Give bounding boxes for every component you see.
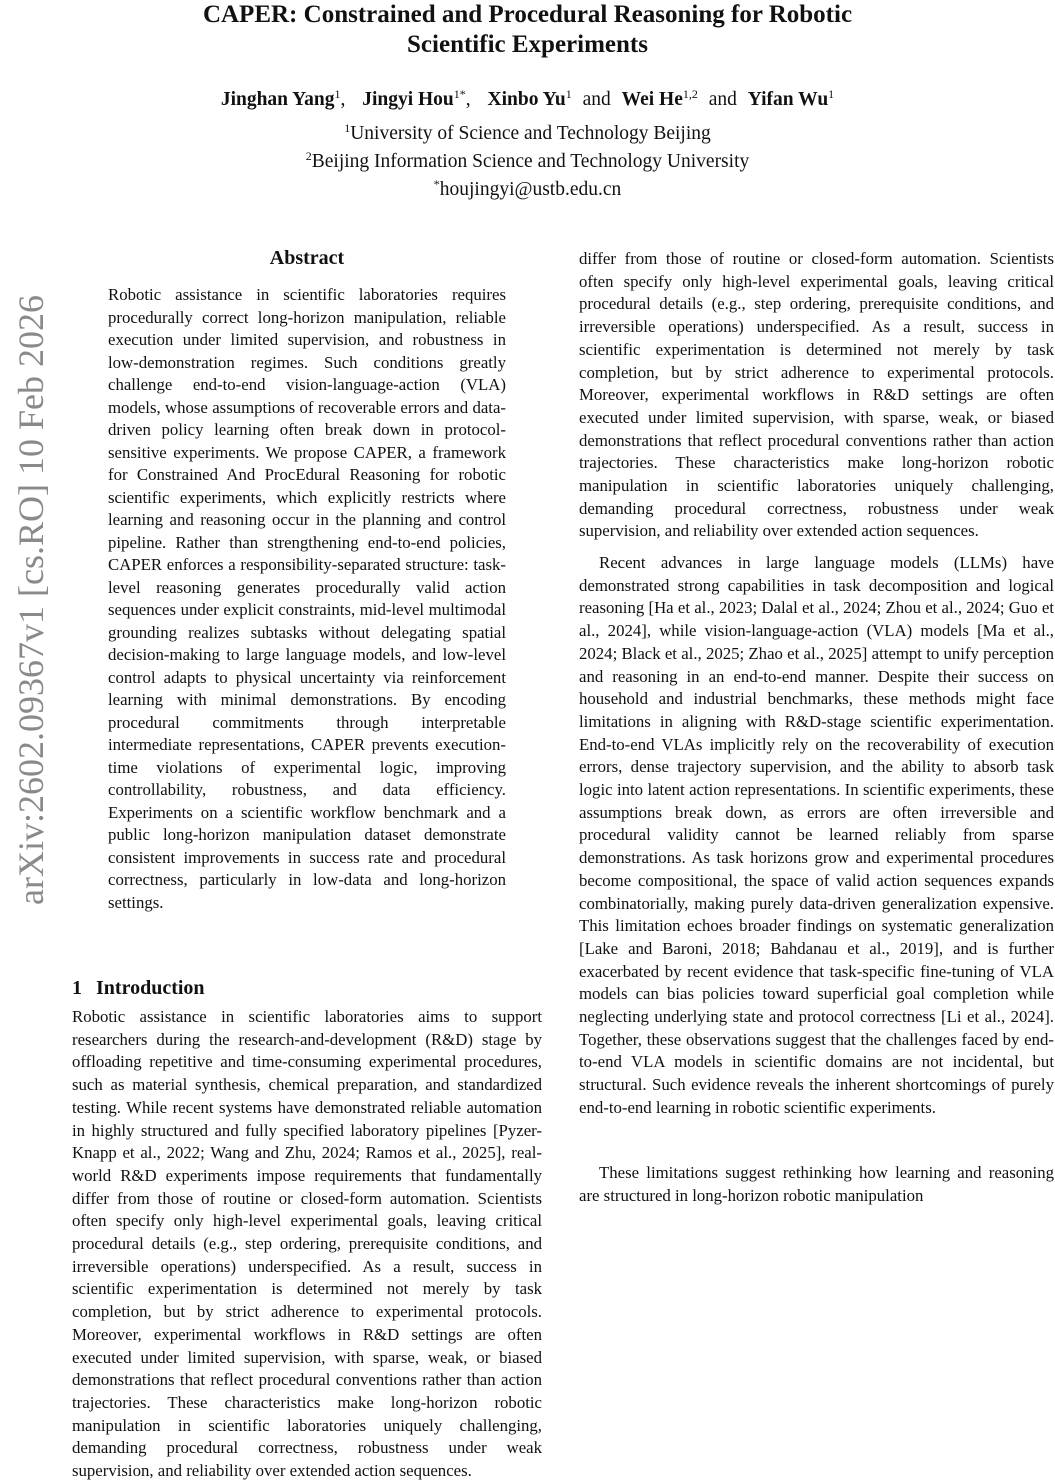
author-affiliation-mark: 1,2 [682,87,698,101]
author-affiliation-mark: 1 [828,87,835,101]
intro-paragraph-3-text: These limitations suggest rethinking how learning and reasoning are structured in long-horizon robotic manipulation [579,1163,1054,1205]
intro-paragraph-2: Recent advances in large language models (LLMs) have demonstrated strong capabilities in task decomposition and logical reasoning [Ha et al., 2023; Dalal et al., 2024; Zhou et al., 2024; Guo et al., 2024], while vision-language-action (VLA) models [Ma et al., 2024; Black et al., 2025; Zhao et al., 2025] attempt to unify perception and reasoning in an end-to-end manner. Despite their success on household and industrial benchmarks, these methods might face limitations in aligning with R&D-stage scientific experimentation. End-to-end VLAs implicitly rely on the recoverability of execution errors, dense trajectory supervision, and the ability to absorb task logic into latent action representations. In scientific experiments, these assumptions break down, as errors are often irreversible and procedural validity cannot be learned reliably from sparse demonstrations. As task horizons grow and experimental procedures become compositional, the space of valid action sequences expands combinatorially, making purely data-driven generalization expensive. This limitation echoes broader findings on systematic generalization [Lake and Baroni, 2018; Bahdanau et al., 2019], and is further exacerbated by recent evidence that task-specific fine-tuning of VLA models can bias policies toward superficial goal completion while neglecting underlying state and protocol correctness [Li et al., 2024]. Together, these observations suggest that the challenges faced by end-to-end VLA models in scientific domains are not incidental, but structural. Such evidence reveals the inherent shortcomings of purely end-to-end learning in robotic scientific experiments. [579,553,1054,1117]
author-name: Jingyi Hou [362,89,454,110]
author-separator: , [340,89,346,110]
author-name: Jinghan Yang [220,89,335,110]
abstract-text: Robotic assistance in scientific laboratories requires procedurally correct long-horizon manipulation, reliable execution under limited supervision, and robustness in low-demonstration regimes. Such conditions greatly challenge end-to-end vision-language-action (VLA) models, whose assumptions of recoverable errors and data-driven policy learning often break down in protocol-sensitive experiments. We propose CAPER, a framework for Constrained And ProcEdural Reasoning for robotic scientific experiments, which explicitly restricts where learning and reasoning occur in the planning and control pipeline. Rather than strengthening end-to-end policies, CAPER enforces a responsibility-separated structure: task-level reasoning generates procedurally valid action sequences under explicit constraints, mid-level multimodal grounding realizes subtasks without delegating spatial decision-making to large language models, and low-level control adapts to physical uncertainty via reinforcement learning with minimal demonstrations. By encoding procedural commitments through interpretable intermediate representations, CAPER prevents execution-time violations of experimental logic, improving controllability, robustness, and data efficiency. Experiments on a scientific workflow benchmark and a public long-horizon manipulation dataset demonstrate consistent improvements in success rate and procedural correctness, particularly in low-data and long-horizon settings. [108,285,506,912]
author-name: Yifan Wu [747,89,829,110]
intro-paragraph-1-left [72,1006,542,1481]
section-number: 1 [72,977,82,999]
contact-email [0,176,1055,204]
author-and: and [582,89,611,110]
affiliation-mark: 1 [344,121,351,135]
intro-paragraph-1: Robotic assistance in scientific laboratories aims to support researchers during the research-and-development (R&D) stage by offloading repetitive and time-consuming experimental procedures, such as material synthesis, chemical preparation, and standardized testing. While recent systems have demonstrated reliable automation in highly structured and fully specified laboratory pipelines [Pyzer-Knapp et al., 2022; Wang and Zhu, 2024; Ramos et al., 2025], real-world R&D experiments impose requirements that fundamentally differ from those of routine or closed-form automation. Scientists often specify only high-level experimental goals, leaving critical procedural details (e.g., step ordering, prerequisite conditions, and irreversible operations) underspecified. As a result, success in scientific experimentation is determined not merely by task completion, but by strict adherence to experimental protocols. Moreover, experimental workflows in R&D settings are often executed under limited supervision, with sparse, weak, or biased demonstrations that reflect procedural conventions rather than action trajectories. These characteristics make long-horizon robotic manipulation in scientific laboratories uniquely challenging, demanding procedural correctness, robustness under weak supervision, and reliability over extended action sequences. [72,1007,542,1481]
section-title: Introduction [96,977,205,999]
affiliation-text: University of Science and Technology Beijing [350,123,711,144]
author-list [0,86,1055,114]
affiliation-mark: * [433,177,440,191]
paper-title-line-1: CAPER: Constrained and Procedural Reasoning for Robotic [202,1,853,28]
author-affiliation-mark: 1* [453,87,466,101]
affiliation-1 [0,120,1055,148]
author-affiliation-mark: 1 [334,87,341,101]
intro-paragraph-3 [579,1162,1054,1205]
intro-paragraph-1-continuation: differ from those of routine or closed-form automation. Scientists often specify only high-level experimental goals, leaving critical procedural details (e.g., step ordering, prerequisite conditions, and irreversible operations) underspecified. As a result, success in scientific experimentation is determined not merely by task completion, but by strict adherence to experimental protocols. Moreover, experimental workflows in R&D settings are often executed under limited supervision, with sparse, weak, or biased demonstrations that reflect procedural conventions rather than action trajectories. These characteristics make long-horizon robotic manipulation in scientific laboratories uniquely challenging, demanding procedural correctness, robustness under weak supervision, and reliability over extended action sequences. [579,249,1054,541]
arxiv-identifier-stamp: arXiv:2602.09367v1 [cs.RO] 10 Feb 2026 [11,295,51,905]
affiliation-mark: 2 [305,149,312,163]
affiliation-2 [0,148,1055,176]
affiliation-text: Beijing Information Science and Technology University [311,151,750,172]
email-text[interactable]: houjingyi@ustb.edu.cn [439,179,622,200]
section-heading-introduction [72,974,205,1002]
paper-title-line-2: Scientific Experiments [407,31,648,58]
author-affiliation-mark: 1 [565,87,572,101]
author-separator: , [465,89,471,110]
intro-paragraph-1-right [579,248,1054,544]
abstract-heading: Abstract [269,247,345,269]
author-name: Xinbo Yu [487,89,566,110]
author-and: and [708,89,737,110]
author-name: Wei He [621,89,683,110]
